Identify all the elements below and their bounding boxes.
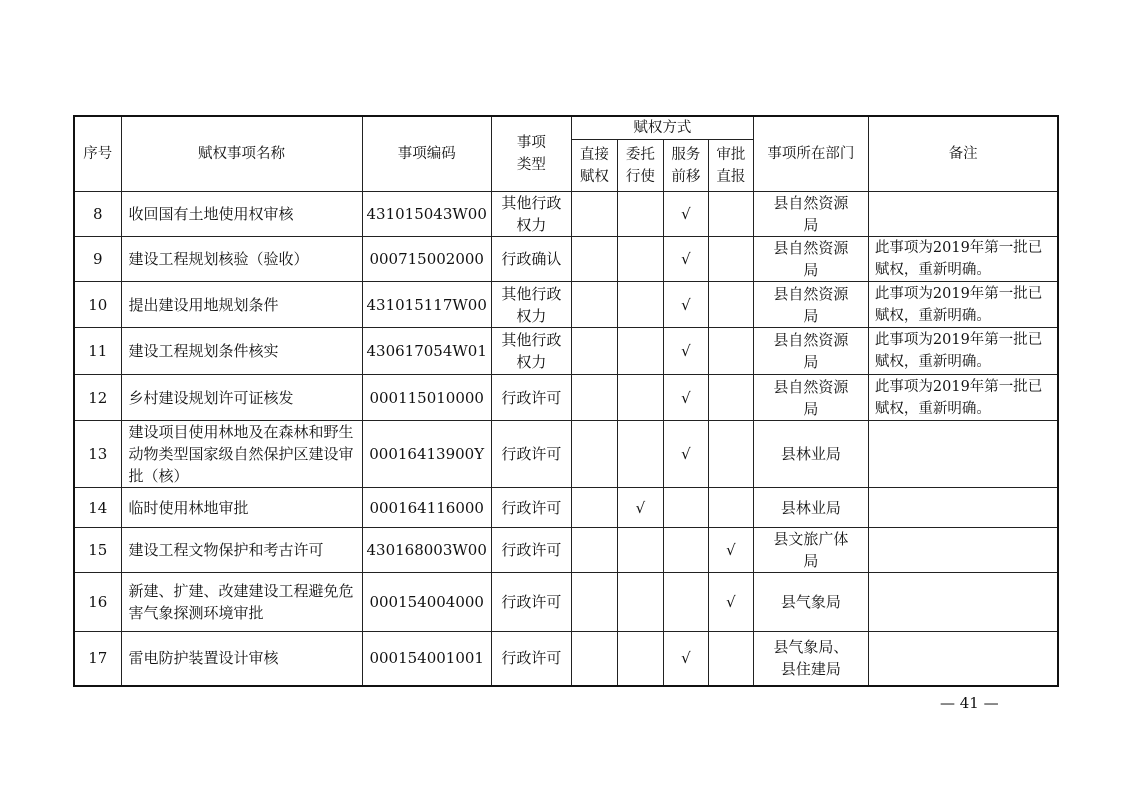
method-entrust-cell: [617, 282, 663, 328]
row-seq: 15: [74, 528, 121, 573]
row-seq: 8: [74, 192, 121, 237]
method-report-cell: [708, 282, 753, 328]
row-name: 建设工程文物保护和考古许可: [121, 528, 362, 573]
row-code: 430168003W00: [362, 528, 491, 573]
row-seq: 13: [74, 421, 121, 488]
method-service-cell: [663, 573, 708, 632]
row-name: 收回国有土地使用权审核: [121, 192, 362, 237]
header-name: 赋权事项名称: [121, 116, 362, 192]
header-type: 事项类型: [491, 116, 571, 192]
table-row: [74, 488, 1058, 528]
table-row: [74, 632, 1058, 686]
row-note: [868, 573, 1058, 632]
method-entrust-cell: √: [617, 488, 663, 528]
row-note: [868, 488, 1058, 528]
header-seq: 序号: [74, 116, 121, 192]
method-entrust-cell: [617, 632, 663, 686]
row-code: 000154004000: [362, 573, 491, 632]
header-entrust: 委托行使: [617, 140, 663, 192]
table-row: [74, 528, 1058, 573]
row-name: 新建、扩建、改建建设工程避免危害气象探测环境审批: [121, 573, 362, 632]
method-service-cell: √: [663, 282, 708, 328]
method-report-cell: [708, 632, 753, 686]
row-code: 431015117W00: [362, 282, 491, 328]
method-direct-cell: [571, 421, 617, 488]
row-type: 行政许可: [491, 421, 571, 488]
method-entrust-cell: [617, 421, 663, 488]
row-name: 建设工程规划核验（验收）: [121, 237, 362, 282]
row-name: 临时使用林地审批: [121, 488, 362, 528]
method-service-cell: √: [663, 192, 708, 237]
method-entrust-cell: [617, 192, 663, 237]
method-report-cell: [708, 237, 753, 282]
row-code: 000164116000: [362, 488, 491, 528]
row-type: 其他行政权力: [491, 328, 571, 375]
header-code: 事项编码: [362, 116, 491, 192]
table-row: [74, 237, 1058, 282]
row-note: [868, 421, 1058, 488]
row-name: 建设项目使用林地及在森林和野生动物类型国家级自然保护区建设审批（核）: [121, 421, 362, 488]
method-direct-cell: [571, 237, 617, 282]
row-code: 431015043W00: [362, 192, 491, 237]
row-dept: 县文旅广体局: [753, 528, 868, 573]
row-type: 行政许可: [491, 488, 571, 528]
header-report: 审批直报: [708, 140, 753, 192]
method-report-cell: [708, 488, 753, 528]
row-dept: 县林业局: [753, 488, 868, 528]
table-row: [74, 573, 1058, 632]
table-row: [74, 282, 1058, 328]
row-type: 行政许可: [491, 573, 571, 632]
row-note: 此事项为2019年第一批已赋权，重新明确。: [868, 237, 1058, 282]
method-entrust-cell: [617, 375, 663, 421]
row-dept: 县气象局、县住建局: [753, 632, 868, 686]
header-direct: 直接赋权: [571, 140, 617, 192]
row-note: [868, 632, 1058, 686]
row-type: 其他行政权力: [491, 282, 571, 328]
table-row: [74, 192, 1058, 237]
method-report-cell: [708, 192, 753, 237]
authorization-table: [73, 115, 1059, 687]
method-direct-cell: [571, 573, 617, 632]
table-row: [74, 421, 1058, 488]
table-row: [74, 375, 1058, 421]
row-dept: 县自然资源局: [753, 237, 868, 282]
row-name: 乡村建设规划许可证核发: [121, 375, 362, 421]
method-direct-cell: [571, 632, 617, 686]
row-type: 行政确认: [491, 237, 571, 282]
header-method: 赋权方式: [571, 116, 753, 140]
method-report-cell: [708, 328, 753, 375]
method-service-cell: √: [663, 421, 708, 488]
method-report-cell: [708, 421, 753, 488]
row-note: [868, 192, 1058, 237]
page-number: — 41 —: [940, 694, 999, 712]
method-report-cell: √: [708, 528, 753, 573]
method-direct-cell: [571, 528, 617, 573]
row-code: 000154001001: [362, 632, 491, 686]
method-service-cell: √: [663, 328, 708, 375]
row-type: 行政许可: [491, 375, 571, 421]
header-dept: 事项所在部门: [753, 116, 868, 192]
row-dept: 县气象局: [753, 573, 868, 632]
row-note: [868, 528, 1058, 573]
table-row: [74, 328, 1058, 375]
row-dept: 县林业局: [753, 421, 868, 488]
row-seq: 11: [74, 328, 121, 375]
row-type: 行政许可: [491, 528, 571, 573]
method-entrust-cell: [617, 237, 663, 282]
row-note: 此事项为2019年第一批已赋权，重新明确。: [868, 375, 1058, 421]
row-name: 建设工程规划条件核实: [121, 328, 362, 375]
row-type: 行政许可: [491, 632, 571, 686]
row-code: 000115010000: [362, 375, 491, 421]
method-service-cell: √: [663, 632, 708, 686]
row-seq: 16: [74, 573, 121, 632]
row-seq: 12: [74, 375, 121, 421]
method-entrust-cell: [617, 573, 663, 632]
method-direct-cell: [571, 375, 617, 421]
method-direct-cell: [571, 282, 617, 328]
row-name: 提出建设用地规划条件: [121, 282, 362, 328]
row-seq: 10: [74, 282, 121, 328]
row-dept: 县自然资源局: [753, 375, 868, 421]
method-direct-cell: [571, 192, 617, 237]
method-service-cell: √: [663, 237, 708, 282]
method-entrust-cell: [617, 528, 663, 573]
method-report-cell: [708, 375, 753, 421]
row-type: 其他行政权力: [491, 192, 571, 237]
method-service-cell: √: [663, 375, 708, 421]
row-code: 00016413900Y: [362, 421, 491, 488]
row-code: 000715002000: [362, 237, 491, 282]
method-direct-cell: [571, 328, 617, 375]
row-dept: 县自然资源局: [753, 282, 868, 328]
row-name: 雷电防护装置设计审核: [121, 632, 362, 686]
row-seq: 9: [74, 237, 121, 282]
method-service-cell: [663, 528, 708, 573]
row-note: 此事项为2019年第一批已赋权，重新明确。: [868, 282, 1058, 328]
row-seq: 17: [74, 632, 121, 686]
method-service-cell: [663, 488, 708, 528]
row-dept: 县自然资源局: [753, 328, 868, 375]
header-note: 备注: [868, 116, 1058, 192]
method-entrust-cell: [617, 328, 663, 375]
method-report-cell: √: [708, 573, 753, 632]
row-code: 430617054W01: [362, 328, 491, 375]
row-dept: 县自然资源局: [753, 192, 868, 237]
method-direct-cell: [571, 488, 617, 528]
row-seq: 14: [74, 488, 121, 528]
row-note: 此事项为2019年第一批已赋权，重新明确。: [868, 328, 1058, 375]
header-service: 服务前移: [663, 140, 708, 192]
